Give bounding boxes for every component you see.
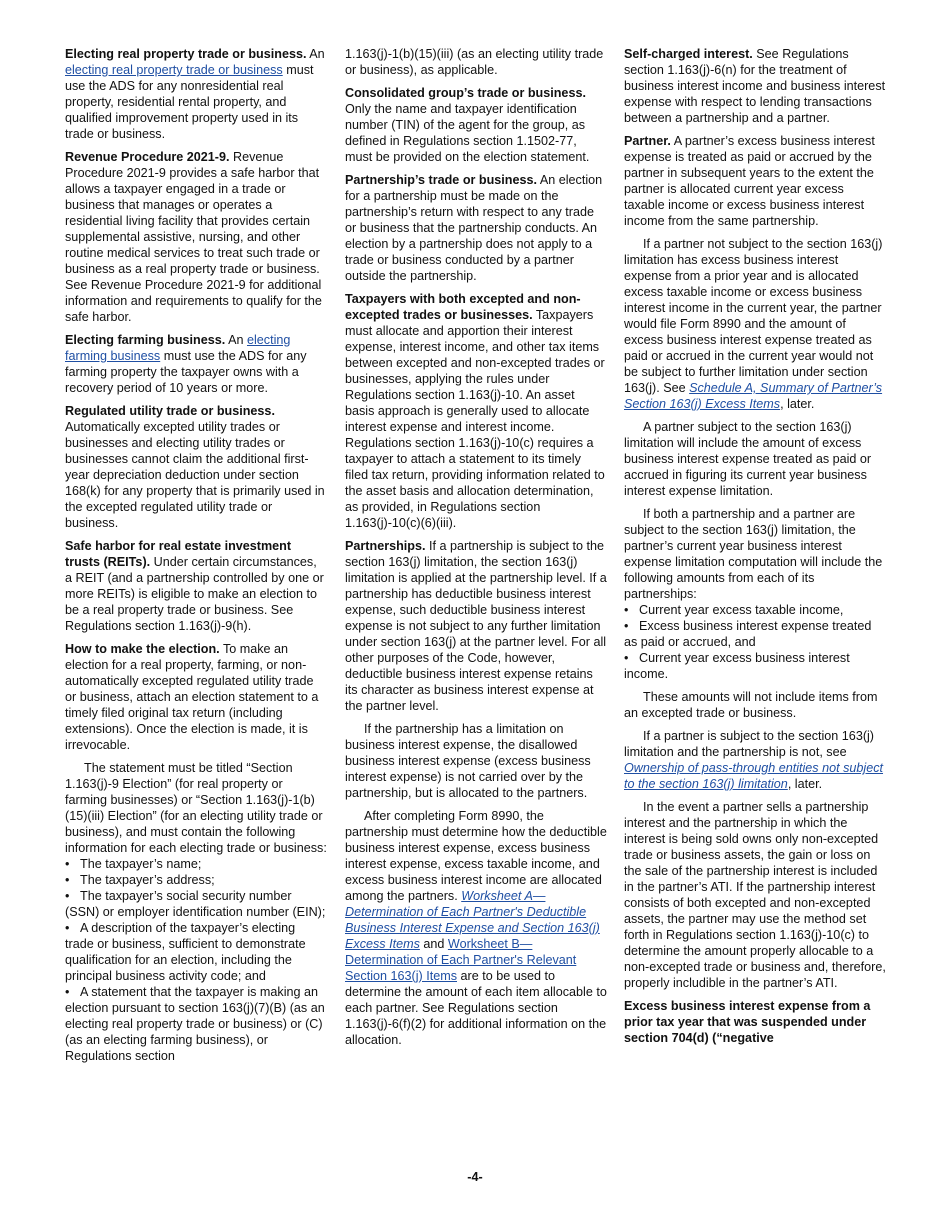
partner-subject-not-partnership-paragraph: If a partner is subject to the section 163(j) limitation and the partnership is not, see Ownership of pass-through entities not subject to the section 163(j) limitation, later. xyxy=(624,729,884,791)
bullet-icon: • xyxy=(65,857,70,871)
bullet-icon: • xyxy=(65,873,70,887)
farming-heading: Electing farming business. xyxy=(65,333,226,347)
partner-subject-paragraph: A partner subject to the section 163(j) limitation will include the amount of excess business interest expense treated as paid or accrued in figuring its current year business interest expense limitation. xyxy=(624,420,872,498)
reit-heading: Safe harbor for real estate investment trusts (REITs). xyxy=(65,539,292,569)
partnerships-paragraph: Partnerships. If a partnership is subject to the section 163(j) limitation, the section 163(j) limitation is applied at the partnership level. If a partnership has deductible business interest expense, such deductible business interest expense is not subject to any further limitation under section 163(j) at the partner level. For all other purposes of the Code, however, deductible business interest expense retains its character as business interest expense at the partner level. xyxy=(345,539,607,713)
list-item: • A description of the taxpayer’s electing trade or business, sufficient to demonstrate qualification for an election, including the principal business activity code; and xyxy=(65,921,306,983)
bullet-icon: • xyxy=(624,651,629,665)
column-1 xyxy=(65,46,327,1071)
electing-real-property-link[interactable]: electing real property trade or business xyxy=(65,63,283,77)
self-charged-heading: Self-charged interest. xyxy=(624,47,753,61)
statement-paragraph: The statement must be titled “Section 1.163(j)-9 Election” (for real property or farming businesses) or “Section 1.163(j)-1(b)(15)(iii) Election” (for an electing utility trade or business), and must contain the following information for each electing trade or business: xyxy=(65,761,327,855)
bullet-icon: • xyxy=(624,619,629,633)
rev-proc-heading: Revenue Procedure 2021-9. xyxy=(65,150,230,164)
after-form-paragraph: After completing Form 8990, the partnership must determine how the deductible business interest expense, excess business interest expense, excess taxable income, and excess business interest income are allocated among the partners. Worksheet A—Determination of Each Partner's Deductible Business Interest Expense and Section 163(j) Excess Items and Worksheet B—Determination of Each Partner's Relevant Section 163(j) Items are to be used to determine the amount of each item allocable to each partner. See Regulations section 1.163(j)-6(f)(2) for additional information on the allocation. xyxy=(345,809,607,1047)
schedule-a-link[interactable]: Schedule A, Summary of Partner’s Section 163(j) Excess Items xyxy=(624,381,883,411)
partner-sells-paragraph: In the event a partner sells a partnership interest and the partnership in which the interest is being sold owns only non-excepted trade or business assets, the gain or loss on the sale of the partnership interest is included in the partner’s ATI. If the partnership interest consists of both excepted and non-excepted assets, the partner may use the method set forth in Regulations section 1.163(j)-10(c) to determine the amount properly allocable to a non-excepted trade or business and, therefore, properly includible in the partner’s ATI. xyxy=(624,800,886,990)
bullet-icon: • xyxy=(65,889,70,903)
not-subject-paragraph: If a partner not subject to the section 163(j) limitation has excess business interest expense from a prior year and is allocated excess taxable income or excess business interest income in the current year, the partner would file Form 8990 and the amount of excess business interest expense treated as paid or accrued in the current year would not be subject to further limitation under section 163(j). See Schedule A, Summary of Partner’s Section 163(j) Excess Items, later. xyxy=(624,237,883,411)
list-item: • The taxpayer’s address; xyxy=(65,873,215,887)
list-item: • Excess business interest expense treated as paid or accrued, and xyxy=(624,619,872,649)
excess-bie-heading: Excess business interest expense from a prior tax year that was suspended under section 704(d) (“negative xyxy=(624,999,871,1045)
both-trades-heading: Taxpayers with both excepted and non-excepted trades or businesses. xyxy=(345,292,581,322)
real-property-heading: Electing real property trade or business. xyxy=(65,47,307,61)
utility-paragraph: Regulated utility trade or business. Automatically excepted utility trades or businesses and electing utility trades or businesses cannot claim the additional first-year depreciation deduction under section 168(k) for any property that is primarily used in the excepted regulated utility trade or business. xyxy=(65,404,325,530)
worksheet-b-link[interactable]: Worksheet B—Determination of Each Partner's Relevant Section 163(j) Items xyxy=(345,937,577,983)
both-trades-paragraph: Taxpayers with both excepted and non-excepted trades or businesses. Taxpayers must allocate and apportion their interest expense, interest income, and other tax items between excepted and non-excepted trades or businesses, applying the rules under Regulations section 1.163(j)-10. An asset basis approach is generally used to allocate interest expense and interest income. Regulations section 1.163(j)-10(c) requires a taxpayer to attach a statement to its timely filed tax return, providing information related to the asset basis and allocation determination, as provided, in Regulations section 1.163(j)-10(c)(6)(iii). xyxy=(345,292,605,530)
farming-paragraph: Electing farming business. An electing farming business must use the ADS for any farming property the taxpayer owns with a recovery period of 10 years or more. xyxy=(65,333,307,395)
consolidated-heading: Consolidated group’s trade or business. xyxy=(345,86,586,100)
column-2 xyxy=(345,46,607,1055)
page-number: -4- xyxy=(467,1170,483,1184)
list-item: • The taxpayer’s social security number (SSN) or employer identification number (EIN); xyxy=(65,889,326,919)
exclude-paragraph: These amounts will not include items from an excepted trade or business. xyxy=(624,690,878,720)
partnership-amounts-list xyxy=(624,602,886,682)
utility-heading: Regulated utility trade or business. xyxy=(65,404,275,418)
list-item: • Current year excess taxable income, xyxy=(624,603,844,617)
bullet-icon: • xyxy=(65,921,70,935)
list-item: • The taxpayer’s name; xyxy=(65,857,202,871)
list-item: • Current year excess business interest income. xyxy=(624,651,850,681)
both-subject-paragraph: If both a partnership and a partner are subject to the section 163(j) limitation, the partner’s current year business interest expense limitation computation will include the following amounts from each of its partnerships: xyxy=(624,507,883,601)
partnership-tob-heading: Partnership’s trade or business. xyxy=(345,173,537,187)
column-3 xyxy=(624,46,886,1053)
consolidated-paragraph: Consolidated group’s trade or business. Only the name and taxpayer identification number (TIN) of the agent for the group, as defined in Regulations section 1.1502-77, must be provided on the election statement. xyxy=(345,86,590,164)
partner-paragraph: Partner. A partner’s excess business interest expense is treated as paid or accrued by the partner in subsequent years to the extent the partner is allocated current year excess taxable income or excess business interest income from the same partnership. xyxy=(624,134,875,228)
real-property-paragraph: Electing real property trade or business. An electing real property trade or business must use the ADS for any nonresidential real property, residential rental property, and qualified improvement property used in its trade or business. xyxy=(65,47,325,141)
worksheet-a-link[interactable]: Worksheet A—Determination of Each Partner's Deductible Business Interest Expense and Section 163(j) Excess Items xyxy=(345,889,600,951)
statement-bullet-list xyxy=(65,856,327,1064)
how-to-elect-paragraph: How to make the election. To make an election for a real property, farming, or non-automatically excepted regulated utility trade or business, attach an election statement to a timely filed original tax return (including extensions). Once the election is made, it is irrevocable. xyxy=(65,642,319,752)
ownership-link[interactable]: Ownership of pass-through entities not subject to the section 163(j) limitation xyxy=(624,761,884,791)
electing-farming-link[interactable]: electing farming business xyxy=(65,333,291,363)
how-to-elect-heading: How to make the election. xyxy=(65,642,220,656)
partnerships-heading: Partnerships. xyxy=(345,539,426,553)
partner-heading: Partner. xyxy=(624,134,671,148)
continuation-paragraph: 1.163(j)-1(b)(15)(iii) (as an electing utility trade or business), as applicable. xyxy=(345,47,604,77)
limitation-paragraph: If the partnership has a limitation on business interest expense, the disallowed business interest expense (excess business interest expense) is not carried over by the partnership, but is allocated to the partners. xyxy=(345,722,591,800)
list-item: • A statement that the taxpayer is making an election pursuant to section 163(j)(7)(B) (as an electing real property trade or business) or (C) (as an electing farming business), or Regulations section xyxy=(65,985,325,1063)
partnership-tob-paragraph: Partnership’s trade or business. An election for a partnership must be made on the partnership’s return with respect to any trade or business that the partnership conducts. An election by a partnership does not apply to a trade or business conducted by a partner outside the partnership. xyxy=(345,173,603,283)
bullet-icon: • xyxy=(65,985,70,999)
rev-proc-paragraph: Revenue Procedure 2021-9. Revenue Procedure 2021-9 provides a safe harbor that allows a taxpayer engaged in a trade or business that manages or operates a residential living facility that provides certain supplemental assistive, nursing, and other routine medical services to treat such trade or business as a real property trade or business. See Revenue Procedure 2021-9 for additional information and requirements to qualify for the safe harbor. xyxy=(65,150,322,324)
self-charged-paragraph: Self-charged interest. See Regulations section 1.163(j)-6(n) for the treatment of business interest income and business interest expense with respect to lending transactions between a partnership and a partner. xyxy=(624,47,886,125)
bullet-icon: • xyxy=(624,603,629,617)
reit-paragraph: Safe harbor for real estate investment trusts (REITs). Under certain circumstances, a REIT (and a partnership controlled by one or more REITs) is eligible to make an election to be a real property trade or business. See Regulations section 1.163(j)-9(h). xyxy=(65,539,324,633)
